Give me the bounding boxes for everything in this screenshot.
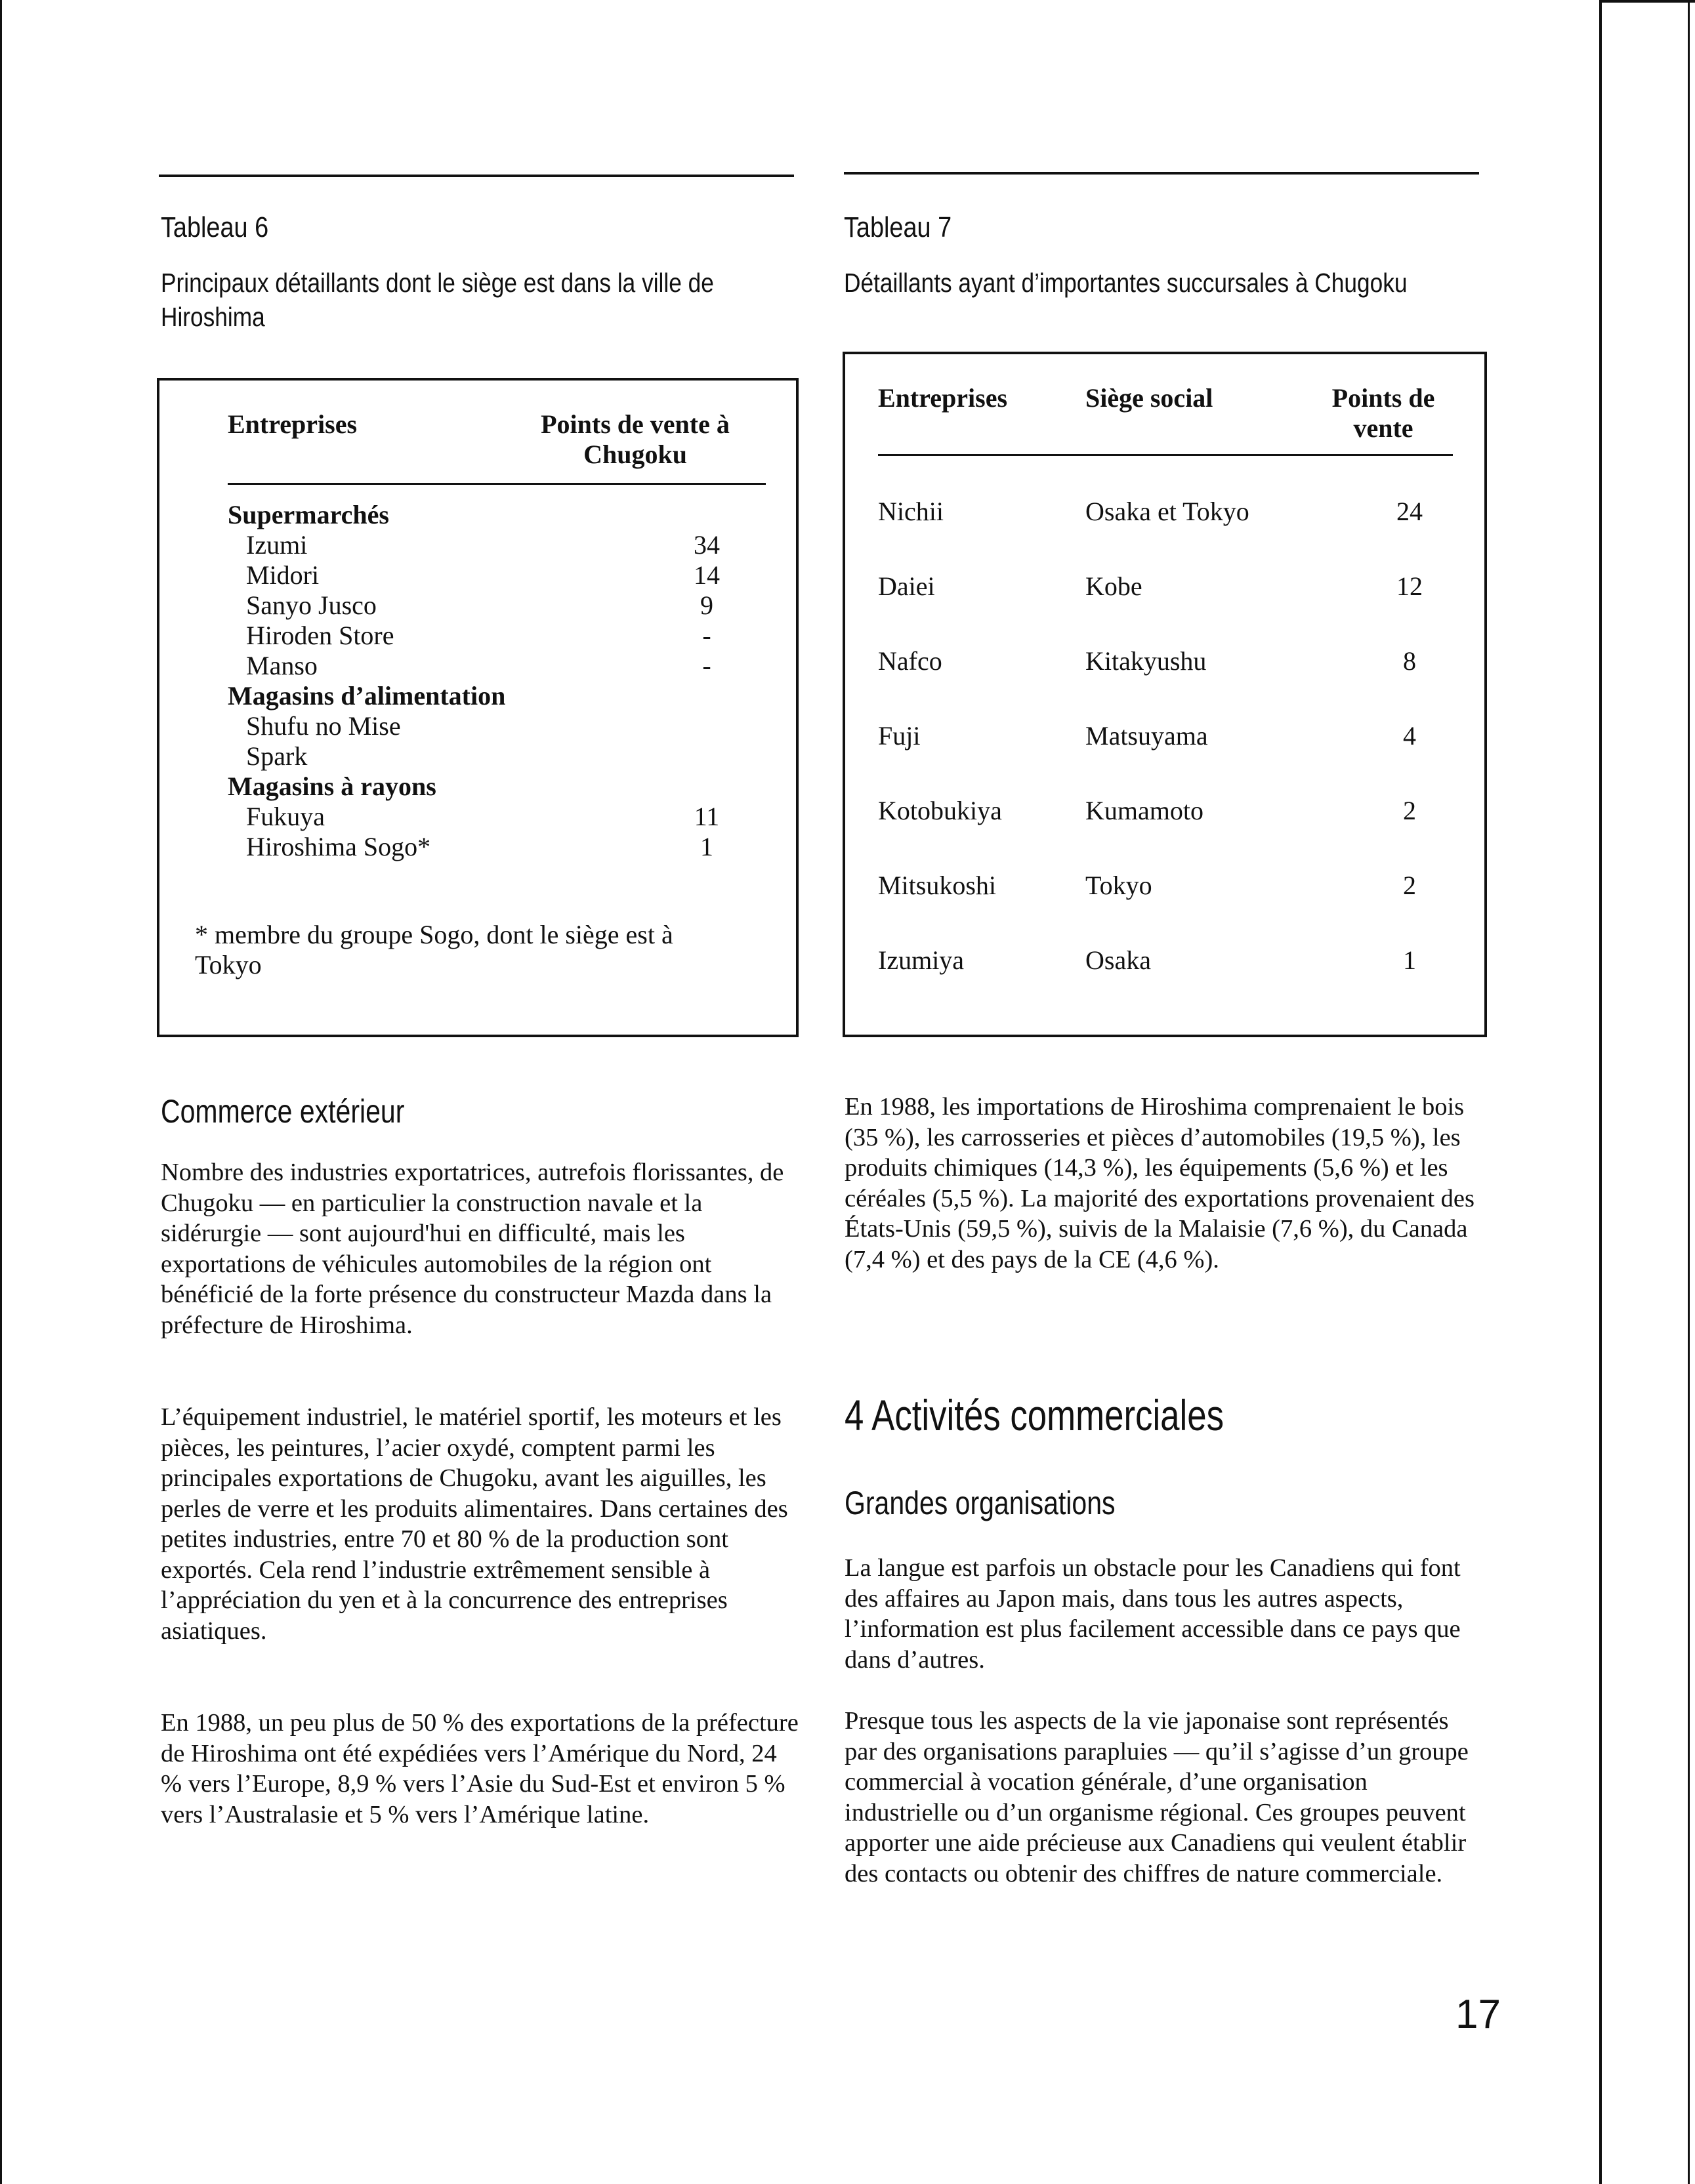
left-paragraph-2: L’équipement industriel, le matériel sportif, les moteurs et les pièces, les peintures, l’acier oxydé, comptent parmi les principales exportations de Chugoku, avant les aiguilles, les perles de verre et les produits alimentaires. Dans certaines des petites industries, entre 70 et 80 % de la production sont exportés. Cela rend l’industrie extrêmement sensible à l’appréciation du yen et à la concurrence des entreprises asiatiques. [161,1403,788,1645]
table7-box [843,352,1487,1037]
right-paragraph-2: La langue est parfois un obstacle pour les Canadiens qui font des affaires au Japon mais, dans tous les autres aspects, l’information est plus facilement accessible dans ce pays que dans d’autres. [845,1554,1461,1674]
table7-subtitle: Détaillants ayant d’importantes succursales à Chugoku [844,268,1408,298]
table6-group-rayons: Magasins à rayons [228,772,436,801]
table6-top-rule [159,175,794,177]
table7-label: Tableau 7 [844,211,952,243]
table-row: Izumi 34 [246,530,720,560]
right-paragraph-1: En 1988, les importations de Hiroshima comprenaient le bois (35 %), les carrosseries et pièces d’automobiles (19,5 %), les produits chimiques (14,3 %), les équipements (5,6 %) et les céréales (5,5 %). La majorité des exportations provenaient des États-Unis (59,5 %), suivis de la Malaisie (7,6 %), du Canada (7,4 %) et des pays de la CE (4,6 %). [845,1093,1475,1273]
table7-body [878,497,1453,1020]
scan-edge-right-outer [1688,0,1690,2184]
table-row: Fukuya 11 [246,802,720,831]
scan-edge-left [0,0,2,2184]
left-paragraph-1: Nombre des industries exportatrices, autrefois florissantes, de Chugoku — en particulier la construction navale et la sidérurgie — sont aujourd'hui en difficulté, mais les exportations de véhicules automobiles de la région ont bénéficié de la forte présence du constructeur Mazda dans la préfecture de Hiroshima. [161,1159,784,1339]
table-row: Midori 14 [246,560,720,590]
table-row: Spark [246,741,308,771]
table7-col-siege: Siège social [1085,383,1213,413]
left-paragraph-3: En 1988, un peu plus de 50 % des exportations de la préfecture de Hiroshima ont été expédiées vers l’Amérique du Nord, 24 % vers l’Europe, 8,9 % vers l’Asie du Sud-Est et environ 5 % vers l’Australasie et 5 % vers l’Amérique latine. [161,1709,799,1828]
table-row: Mitsukoshi Tokyo 2 [878,871,1416,900]
table-row: Kotobukiya Kumamoto 2 [878,796,1416,825]
table-row: Hiroshima Sogo* 1 [246,832,713,861]
table6-label: Tableau 6 [161,211,269,243]
table6-col-entreprises: Entreprises [228,409,358,439]
table-row: Hiroden Store - [246,621,711,650]
table-row: Shufu no Mise [246,711,401,741]
page-number: 17 [1455,1992,1501,2037]
scan-edge-top [1599,0,1695,3]
table-row: Nafco Kitakyushu 8 [878,646,1416,676]
table6-box [157,378,799,1037]
table7-header-rule [878,454,1453,456]
subheading-grandes-organisations: Grandes organisations [845,1485,1116,1521]
table-row: Fuji Matsuyama 4 [878,721,1416,751]
table-row: Nichii Osaka et Tokyo 24 [878,497,1423,526]
section-heading: 4 Activités commerciales [845,1391,1224,1439]
table7-col-entreprises: Entreprises [878,383,1008,413]
heading-commerce-exterieur: Commerce extérieur [161,1093,405,1130]
table6-header-rule [228,483,766,485]
table6-body [228,500,726,862]
table6-subtitle: Principaux détaillants dont le siège est dans la ville de Hiroshima [161,268,714,332]
table6-footnote: * membre du groupe Sogo, dont le siège est à Tokyo [195,920,673,979]
table6-col-points: Points de vente à Chugoku [541,409,730,469]
table-row: Manso - [246,651,711,680]
table6-group-alimentation: Magasins d’alimentation [228,681,506,711]
table6-group-supermarches: Supermarchés [228,500,389,529]
table7-col-points: Points de vente [1331,383,1435,443]
right-paragraph-3: Presque tous les aspects de la vie japonaise sont représentés par des organisations parapluies — qu’il s’agisse d’un groupe commercial à vocation générale, d’une organisation industrielle ou d’un organisme régional. Ces groupes peuvent apporter une aide précieuse aux Canadiens qui veulent établir des contacts ou obtenir des chiffres de nature commerciale. [845,1707,1469,1887]
table-row: Daiei Kobe 12 [878,571,1423,601]
table7-top-rule [844,172,1479,175]
scan-edge-right [1599,0,1602,2184]
table-row: Izumiya Osaka 1 [878,945,1416,975]
table-row: Sanyo Jusco 9 [246,590,713,620]
